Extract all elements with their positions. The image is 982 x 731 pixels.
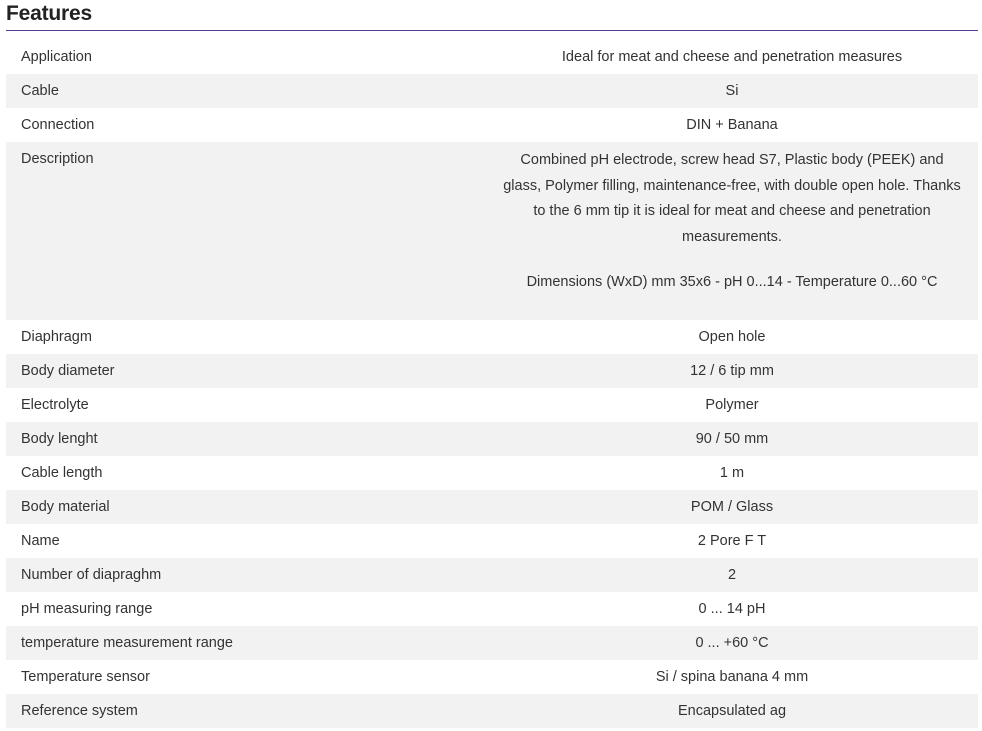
- table-row: [6, 660, 978, 694]
- row-value: 0 ... +60 °C: [695, 635, 769, 651]
- description-text: Combined pH electrode, screw head S7, Plastic body (PEEK) and glass, Polymer filling, maintenance-free, with double open hole. Thanks to the 6 mm tip it is ideal for meat and cheese and penetration measurements.: [503, 152, 961, 245]
- row-value: DIN + Banana: [686, 117, 778, 133]
- row-label: Application: [21, 49, 92, 65]
- row-value: 1 m: [719, 465, 745, 481]
- row-label: Temperature sensor: [21, 669, 150, 685]
- table-row: [6, 592, 978, 626]
- row-label: Name: [21, 533, 60, 549]
- row-label: Electrolyte: [21, 397, 89, 413]
- row-label: Body material: [21, 499, 110, 515]
- table-row: [6, 694, 978, 728]
- row-value: Ideal for meat and cheese and penetration measures: [561, 49, 903, 65]
- row-label: pH measuring range: [21, 601, 153, 617]
- row-value: 90 / 50 mm: [695, 431, 769, 447]
- row-value: Polymer: [705, 397, 759, 413]
- row-label: Diaphragm: [21, 329, 92, 345]
- row-value: Encapsulated ag: [677, 703, 787, 719]
- row-value: POM / Glass: [690, 499, 774, 515]
- row-label: Cable: [21, 83, 59, 99]
- row-label: Description: [21, 151, 94, 167]
- table-row-description: [6, 142, 978, 320]
- table-row: [6, 490, 978, 524]
- table-row: [6, 626, 978, 660]
- section-title: Features: [6, 2, 92, 25]
- features-table: [6, 40, 978, 728]
- table-row: [6, 388, 978, 422]
- row-value: Open hole: [698, 329, 766, 345]
- row-label: Reference system: [21, 703, 138, 719]
- row-value: Si / spina banana 4 mm: [655, 669, 809, 685]
- row-label: Cable length: [21, 465, 103, 481]
- table-row: [6, 320, 978, 354]
- description-dimensions: Dimensions (WxD) mm 35x6 - pH 0...14 - Temperature 0...60 °C: [526, 274, 938, 291]
- row-value: 0 ... 14 pH: [698, 601, 766, 617]
- table-row: [6, 422, 978, 456]
- row-label: temperature measurement range: [21, 635, 233, 651]
- row-label: Connection: [21, 117, 95, 133]
- table-row: [6, 558, 978, 592]
- table-row: [6, 108, 978, 142]
- table-row: [6, 40, 978, 74]
- title-divider: [6, 30, 978, 31]
- table-row: [6, 74, 978, 108]
- table-row: [6, 354, 978, 388]
- row-value: 12 / 6 tip mm: [690, 363, 774, 379]
- row-value: 2 Pore F T: [697, 533, 767, 549]
- row-label: Body lenght: [21, 431, 98, 447]
- row-value: [486, 142, 978, 296]
- row-label: Body diameter: [21, 363, 115, 379]
- row-label: Number of diapraghm: [21, 567, 162, 583]
- row-value: Si: [725, 83, 739, 99]
- table-row: [6, 456, 978, 490]
- table-row: [6, 524, 978, 558]
- row-value: 2: [727, 567, 737, 583]
